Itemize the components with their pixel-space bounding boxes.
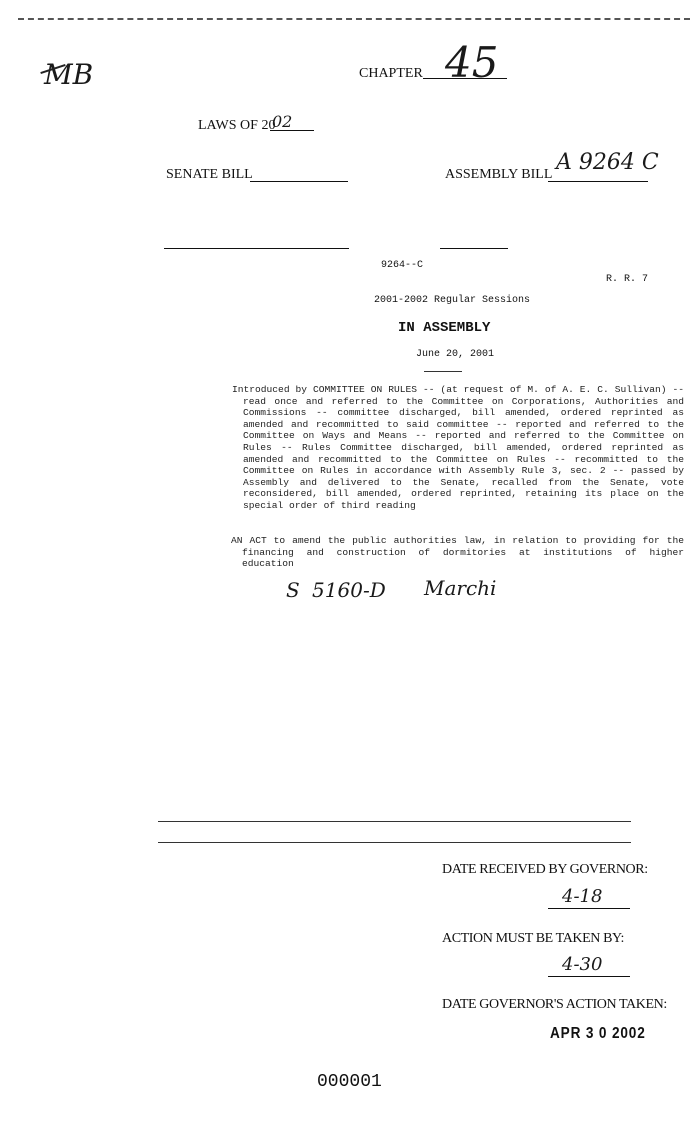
initials: MB — [44, 58, 94, 91]
blank-line-left — [164, 248, 349, 249]
laws-year: 02 — [272, 112, 293, 131]
received-value: 4-18 — [562, 886, 603, 907]
senate-bill-line — [250, 181, 348, 182]
bottom-rule-2 — [158, 842, 631, 843]
bill-reference: R. R. 7 — [606, 274, 649, 285]
date-rule — [424, 371, 462, 372]
laws-label: LAWS OF 20 — [198, 118, 276, 133]
blank-line-right — [440, 248, 508, 249]
bill-date: June 20, 2001 — [416, 349, 495, 360]
senate-bill-label: SENATE BILL — [166, 167, 253, 182]
action-by-value: 4-30 — [562, 954, 603, 975]
assembly-bill-line — [548, 181, 648, 182]
bill-number: 9264--C — [381, 260, 424, 271]
page-number: 000001 — [317, 1072, 382, 1092]
house-heading: IN ASSEMBLY — [398, 320, 491, 336]
received-label: DATE RECEIVED BY GOVERNOR: — [442, 862, 648, 877]
assembly-bill-label: ASSEMBLY BILL — [445, 167, 553, 182]
chapter-number: 45 — [445, 38, 499, 87]
received-line — [548, 908, 630, 909]
action-taken-stamp: APR 3 0 2002 — [550, 1025, 646, 1042]
action-taken-label: DATE GOVERNOR'S ACTION TAKEN: — [442, 997, 667, 1012]
senate-note: S 5160-D — [286, 578, 386, 602]
action-by-line — [548, 976, 630, 977]
chapter-label: CHAPTER — [359, 66, 423, 81]
top-border — [18, 18, 690, 20]
assembly-bill-number: A 9264 C — [556, 150, 659, 175]
action-by-label: ACTION MUST BE TAKEN BY: — [442, 931, 624, 946]
bottom-rule-1 — [158, 821, 631, 822]
act-title: AN ACT to amend the public authorities law, in relation to providing for the financing and construction of dormitories at institutions of higher education — [231, 535, 684, 570]
introduction-text: Introduced by COMMITTEE ON RULES -- (at request of M. of A. E. C. Sullivan) -- read once and referred to the Committee on Corporations, Authorities and Commissions -- committee discharged, bill amended, ordered reprinted as amended and recommitted to said committee -- reported and referred to the Committee on Ways and Means -- reported and referred to the Committee on Rules -- Rules Committee discharged, bill amended, ordered reprinted as amended and recommitted to the Committee on Rules -- recommitted to the Committee on Rules in accordance with Assembly Rule 3, sec. 2 -- passed by Assembly and delivered to the Senate, recalled from the Senate, vote reconsidered, bill amended, ordered reprinted, retaining its place on the special order of third reading — [232, 384, 684, 511]
session: 2001-2002 Regular Sessions — [374, 295, 531, 306]
senate-sponsor: Marchi — [424, 576, 497, 600]
